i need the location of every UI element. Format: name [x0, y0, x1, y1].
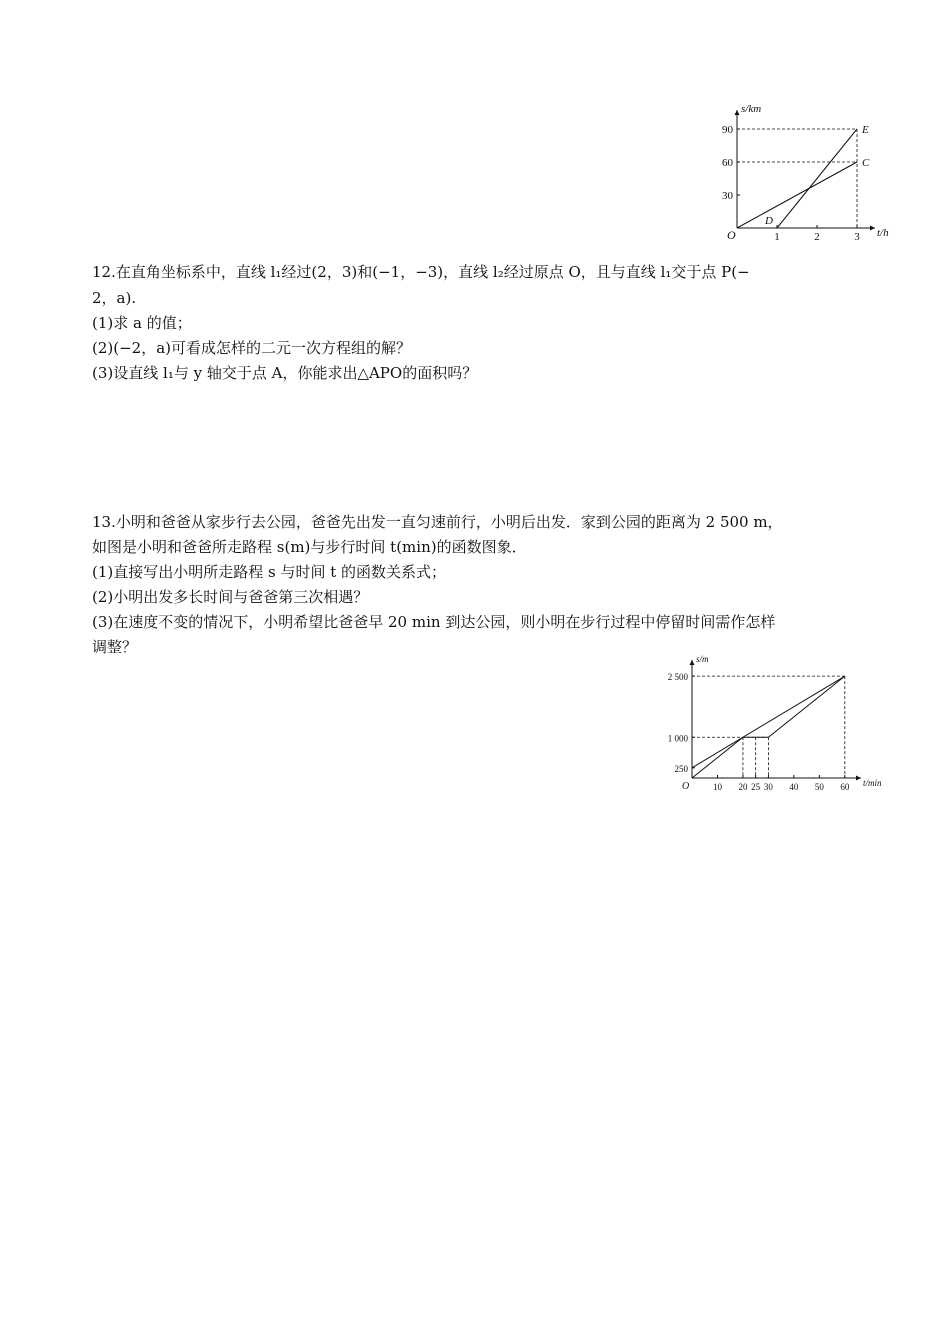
q13-stem-line2: 如图是小明和爸爸所走路程 s(m)与步行时间 t(min)的函数图象． — [92, 538, 527, 556]
chart-1-svg — [715, 100, 889, 250]
series-line-DE — [777, 129, 857, 228]
x-tick-label: 10 — [712, 782, 722, 792]
origin-label: O — [682, 781, 690, 792]
y-tick-label: 250 — [674, 763, 688, 774]
q13-part1: (1)直接写出小明所走路程 s 与时间 t 的函数关系式； — [92, 563, 447, 581]
q13-part3: (3)在速度不变的情况下，小明希望比爸爸早 20 min 到达公园，则小明在步行过程中停留时间需作怎样 — [92, 613, 776, 631]
point-label-C: C — [862, 157, 870, 169]
figure-1-chart — [715, 100, 889, 250]
x-axis-label: t/h — [877, 227, 889, 239]
x-tick-label: 25 — [751, 782, 761, 792]
x-tick-label: 3 — [854, 231, 860, 243]
point-label-E: E — [862, 124, 869, 136]
q12-stem-line2: 2，a). — [92, 289, 137, 307]
x-tick-label: 1 — [774, 231, 780, 243]
y-axis-arrow — [735, 110, 740, 115]
q12-part2: (2)(−2，a)可看成怎样的二元一次方程组的解？ — [92, 339, 412, 357]
x-tick-label: 2 — [814, 231, 820, 243]
q12-part1: (1)求 a 的值； — [92, 314, 192, 332]
q13-part3-cont: 调整？ — [92, 638, 138, 656]
x-tick-label: 30 — [763, 782, 773, 792]
y-tick-label: 2 500 — [667, 672, 688, 683]
y-tick-label: 90 — [722, 124, 733, 136]
series-line-OC — [737, 162, 857, 228]
x-tick-label: 60 — [840, 782, 850, 792]
chart-2-svg — [660, 650, 882, 800]
point-label-D: D — [765, 215, 773, 227]
y-tick-label: 1 000 — [667, 733, 688, 744]
x-tick-label: 40 — [789, 782, 799, 792]
q13-part2: (2)小明出发多长时间与爸爸第三次相遇？ — [92, 588, 369, 606]
y-axis-label: s/km — [741, 103, 762, 115]
x-axis-arrow — [870, 226, 875, 231]
q12-part3: (3)设直线 l₁与 y 轴交于点 A，你能求出△APO的面积吗？ — [92, 364, 478, 382]
x-axis-label: t/min — [863, 778, 882, 788]
origin-label: O — [727, 228, 736, 242]
y-axis-label: s/m — [696, 654, 709, 664]
q13-stem-line1: 13.小明和爸爸从家步行去公园，爸爸先出发一直匀速前行，小明后出发．家到公园的距离为 2 500 m， — [92, 513, 783, 531]
x-axis-arrow — [856, 776, 861, 781]
figure-2-chart — [660, 650, 882, 800]
y-tick-label: 60 — [722, 157, 733, 169]
y-axis-arrow — [690, 660, 695, 665]
x-tick-label: 20 — [738, 782, 748, 792]
y-tick-label: 30 — [722, 190, 733, 202]
x-tick-label: 50 — [814, 782, 824, 792]
q12-stem-line1: 12.在直角坐标系中，直线 l₁经过(2，3)和(−1，−3)，直线 l₂经过原点 O，且与直线 l₁交于点 P(− — [92, 263, 750, 281]
